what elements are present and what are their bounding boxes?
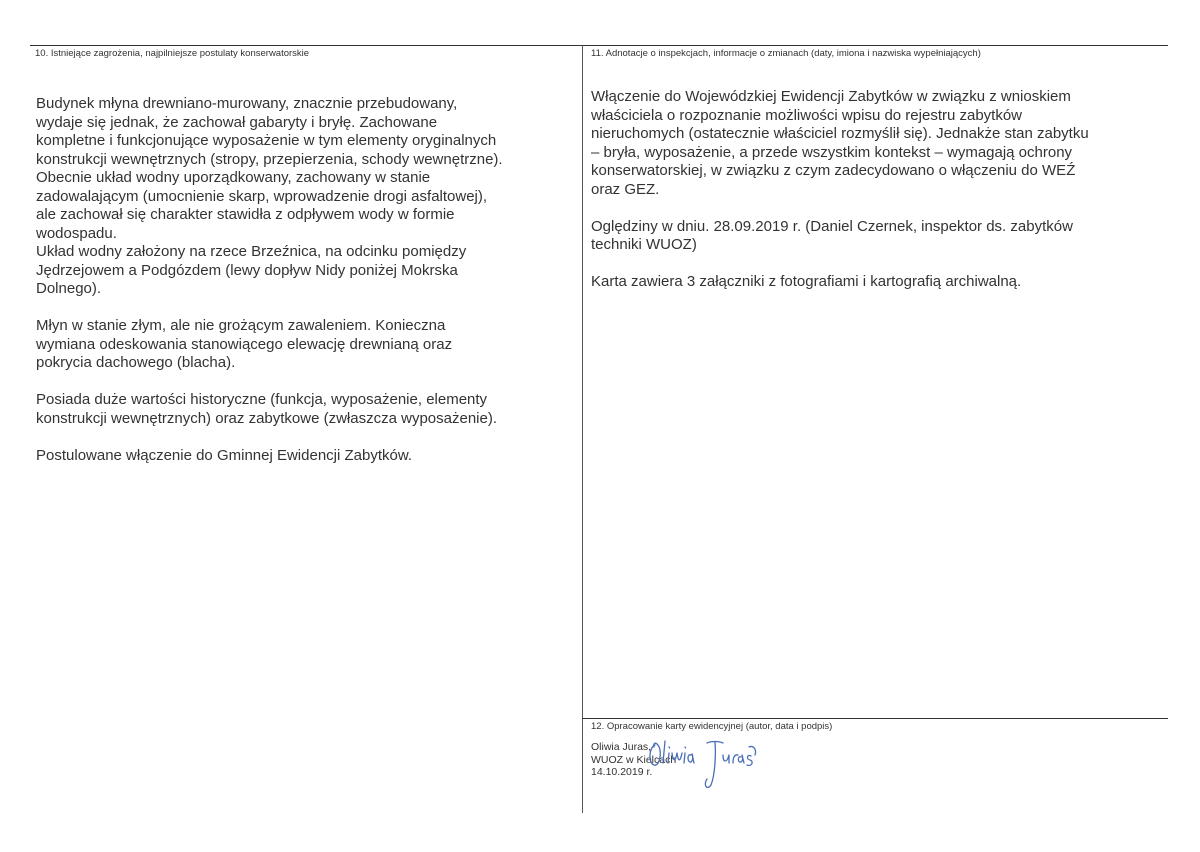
author-name: Oliwia Juras, <box>591 741 652 753</box>
author-office: WUOZ w Kielcach <box>591 753 677 766</box>
s10-line: konstrukcji wewnętrznych (stropy, przepierzenia, schody wewnętrzne). <box>36 150 503 168</box>
author-date: 14.10.2019 r. <box>591 766 653 778</box>
s10-line: ale zachował się charakter stawidła z odpływem wody w formie <box>36 206 455 223</box>
s11-p3 <box>591 273 1151 292</box>
s11-line: Oględziny w dniu. 28.09.2019 r. (Daniel Czernek, inspektor ds. zabytków <box>591 217 1073 235</box>
s10-line: kompletne i funkcjonujące wyposażenie w tym elementy oryginalnych <box>36 132 497 149</box>
section-12-header: 12. Opracowanie karty ewidencyjnej (autor, data i podpis) <box>591 721 833 732</box>
s10-line: wymiana odeskowania stanowiącego elewację drewnianą oraz <box>36 335 453 353</box>
section-12-rule <box>582 718 1168 719</box>
s10-line: Posiada duże wartości historyczne (funkcja, wyposażenie, elementy <box>36 391 488 408</box>
handwritten-signature-icon <box>645 735 765 790</box>
s10-p3 <box>36 391 576 428</box>
s10-line: wodospadu. <box>36 224 117 242</box>
section-10-header: 10. Istniejące zagrożenia, najpilniejsze postulaty konserwatorskie <box>35 48 310 59</box>
column-divider <box>582 45 583 813</box>
s11-line: – bryła, wyposażenie, a przede wszystkim kontekst – wymagają ochrony <box>591 143 1073 161</box>
s10-line: Dolnego). <box>36 280 102 297</box>
s10-line: Obecnie układ wodny uporządkowany, zachowany w stanie <box>36 169 431 186</box>
s10-p4 <box>36 447 576 466</box>
s10-p2 <box>36 317 576 373</box>
s11-p1 <box>591 88 1151 199</box>
s10-line: Budynek młyna drewniano-murowany, znacznie przebudowany, <box>36 95 458 112</box>
s10-line: Postulowane włączenie do Gminnej Ewidencji Zabytków. <box>36 446 413 464</box>
s11-line: oraz GEZ. <box>591 180 660 198</box>
s10-p1 <box>36 95 576 299</box>
s10-line: Układ wodny założony na rzece Brzeźnica, na odcinku pomiędzy <box>36 243 467 260</box>
s11-line: techniki WUOZ) <box>591 236 697 253</box>
section-10-body <box>36 95 576 465</box>
s11-line: właściciela o rozpoznanie możliwości wpisu do rejestru zabytków <box>591 106 1023 124</box>
s11-line: Karta zawiera 3 załączniki z fotografiami i kartografią archiwalną. <box>591 273 1022 290</box>
section-11-body <box>591 88 1151 292</box>
s10-line: zadowalającym (umocnienie skarp, wprowadzenie drogi asfaltowej), <box>36 187 488 205</box>
s11-line: nieruchomych (ostatecznie właściciel rozmyślił się). Jednakże stan zabytku <box>591 125 1089 142</box>
section-11-header: 11. Adnotacje o inspekcjach, informacje o zmianach (daty, imiona i nazwiska wypełniających) <box>591 48 981 59</box>
s10-line: Jędrzejowem a Podgózdem (lewy dopływ Nidy poniżej Mokrska <box>36 261 458 279</box>
s11-p2 <box>591 218 1151 255</box>
s11-line: konserwatorskiej, w związku z czym zadecydowano o włączeniu do WEŹ <box>591 162 1076 179</box>
s10-line: wydaje się jednak, że zachował gabaryty i bryłę. Zachowane <box>36 113 438 131</box>
top-rule <box>30 45 1168 46</box>
s11-line: Włączenie do Wojewódzkiej Ewidencji Zabytków w związku z wnioskiem <box>591 88 1071 105</box>
s10-line: konstrukcji wewnętrznych) oraz zabytkowe (zwłaszcza wyposażenie). <box>36 409 498 427</box>
s10-line: Młyn w stanie złym, ale nie grożącym zawaleniem. Konieczna <box>36 317 446 334</box>
s10-line: pokrycia dachowego (blacha). <box>36 354 236 371</box>
